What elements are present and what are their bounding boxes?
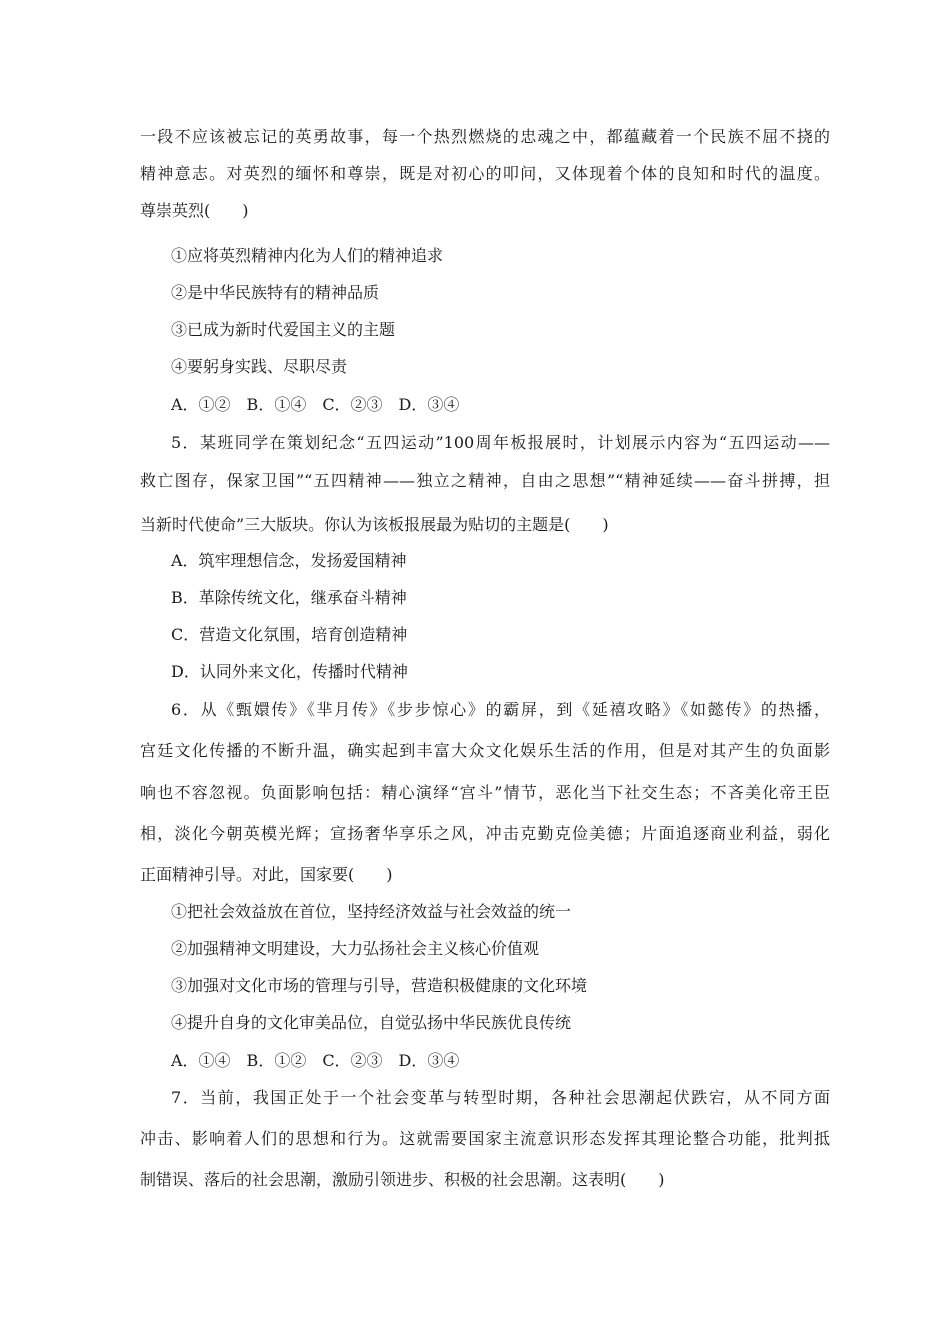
q6-item: ③加强对文化市场的管理与引导，营造积极健康的文化环境	[171, 976, 588, 995]
q6-stem-line: 正面精神引导。对此，国家要( )	[140, 865, 393, 884]
q7-stem-line: 冲击、影响着人们的思想和行为。这就需要国家主流意识形态发挥其理论整合功能，批判抵	[140, 1129, 830, 1148]
q7-stem-line: 制错误、落后的社会思潮，激励引领进步、积极的社会思潮。这表明( )	[140, 1170, 665, 1189]
q6-item: ①把社会效益放在首位，坚持经济效益与社会效益的统一	[171, 902, 572, 921]
q5-stem-line: 救亡图存，保家卫国”“五四精神——独立之精神，自由之思想”“精神延续——奋斗拼搏，担	[140, 471, 830, 490]
q5-option-d: D．认同外来文化，传播时代精神	[171, 662, 408, 681]
q4-item: ②是中华民族特有的精神品质	[171, 283, 380, 302]
q4-item: ①应将英烈精神内化为人们的精神追求	[171, 246, 444, 265]
q7-stem-line: 7．当前，我国正处于一个社会变革与转型时期，各种社会思潮起伏跌宕，从不同方面	[171, 1088, 830, 1107]
q4-stem-line: 尊崇英烈( )	[140, 201, 249, 220]
q6-item: ②加强精神文明建设，大力弘扬社会主义核心价值观	[171, 939, 540, 958]
q4-choices: A．①② B．①④ C．②③ D．③④	[171, 395, 460, 414]
q5-option-c: C．营造文化氛围，培育创造精神	[171, 625, 408, 644]
q6-stem-line: 相，淡化今朝英模光辉；宣扬奢华享乐之风，冲击克勤克俭美德；片面追逐商业利益，弱化	[140, 824, 830, 843]
q5-option-b: B．革除传统文化，继承奋斗精神	[171, 588, 407, 607]
q6-item: ④提升自身的文化审美品位，自觉弘扬中华民族优良传统	[171, 1013, 572, 1032]
q6-stem-line: 6．从《甄嬛传》《芈月传》《步步惊心》的霸屏，到《延禧攻略》《如懿传》的热播，	[171, 700, 830, 719]
q5-option-a: A．筑牢理想信念，发扬爱国精神	[171, 551, 407, 570]
q6-choices: A．①④ B．①② C．②③ D．③④	[171, 1051, 460, 1070]
q6-stem-line: 宫廷文化传播的不断升温，确实起到丰富大众文化娱乐生活的作用，但是对其产生的负面影	[140, 741, 830, 760]
q4-item: ④要躬身实践、尽职尽责	[171, 357, 348, 376]
q5-stem-line: 5．某班同学在策划纪念“五四运动”100周年板报展时，计划展示内容为“五四运动——	[171, 433, 830, 452]
q4-item: ③已成为新时代爱国主义的主题	[171, 320, 396, 339]
q5-stem-line: 当新时代使命”三大版块。你认为该板报展最为贴切的主题是( )	[140, 515, 609, 534]
q4-stem-line: 一段不应该被忘记的英勇故事，每一个热烈燃烧的忠魂之中，都蕴藏着一个民族不屈不挠的	[140, 127, 830, 146]
q4-stem-line: 精神意志。对英烈的缅怀和尊崇，既是对初心的叩问，又体现着个体的良知和时代的温度。	[140, 164, 830, 183]
q6-stem-line: 响也不容忽视。负面影响包括：精心演绎“宫斗”情节，恶化当下社交生态；不吝美化帝王臣	[140, 783, 830, 802]
